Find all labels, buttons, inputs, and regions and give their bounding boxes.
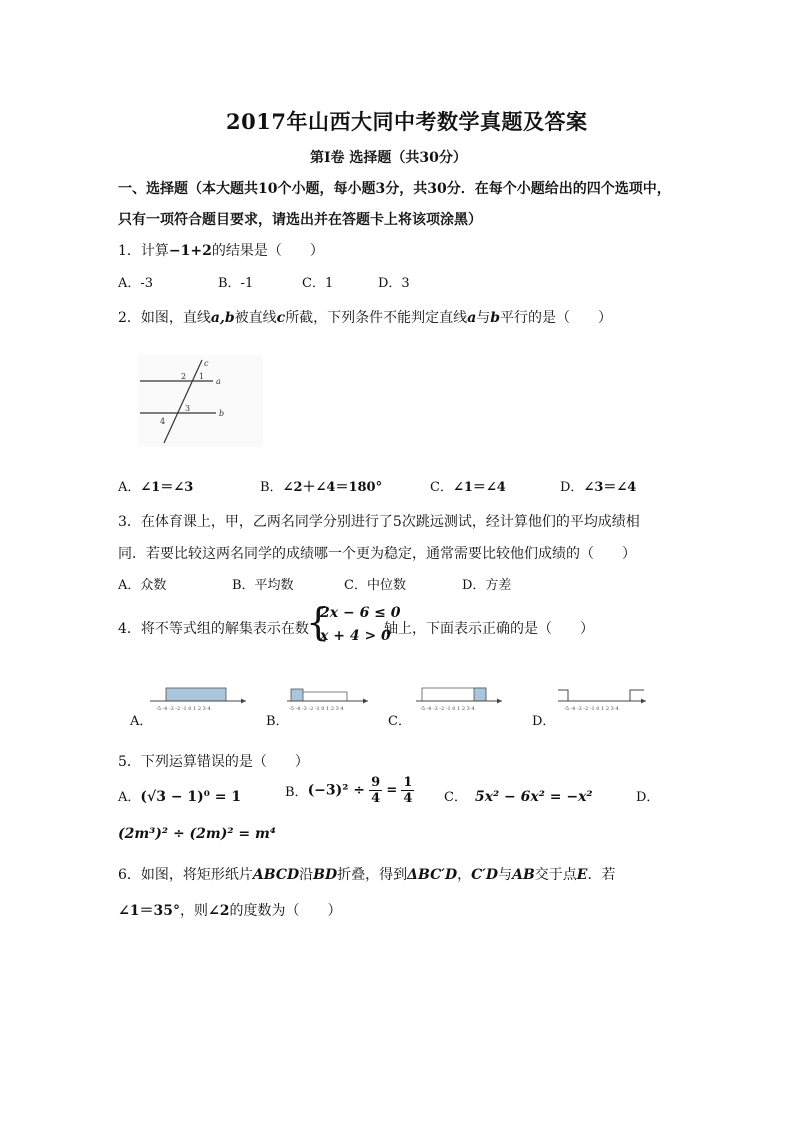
q4-option-a: A． (130, 714, 153, 729)
q2-prefix: 2．如图，直线 (118, 310, 211, 326)
q5-option-b-letter: B． (285, 785, 308, 800)
q6-text-2: 折叠，得到 (337, 867, 408, 883)
question-2 (118, 307, 612, 327)
q2-option-c-expr: ∠1＝∠4 (452, 480, 506, 495)
q2-text-3: 与 (476, 310, 491, 326)
q2-option-b-expr: ∠2＋∠4＝180° (282, 480, 383, 495)
q2-option-c-letter: C． (430, 480, 453, 495)
q1-option-d: D．3 (378, 276, 410, 291)
q2-text-2: 所截，下列条件不能判定直线 (285, 310, 468, 326)
q4-number-line-c (414, 682, 504, 718)
question-1 (118, 240, 324, 260)
q3-option-b: B．平均数 (232, 578, 294, 593)
q6-point-e: E (576, 867, 588, 883)
q4-b-ticks: -5 -4 -3 -2 -1 0 1 2 3 4 (289, 706, 344, 712)
q1-expression: −1+2 (168, 243, 212, 259)
q6-comma: ， (457, 867, 472, 883)
q2-option-d-expr: ∠3＝∠4 (583, 480, 637, 495)
q6-segment-cd: C′D (471, 867, 499, 883)
q2-label-4: 4 (160, 417, 166, 426)
q5-frac2-denominator: 4 (403, 791, 413, 806)
q6-text-4: 交于点 (534, 867, 577, 883)
page-title: 2017年山西大同中考数学真题及答案 (226, 109, 588, 134)
q6-line-bd: BD (313, 867, 338, 883)
q2-label-b: b (219, 409, 225, 418)
q1-suffix: 的结果是（ ） (211, 243, 324, 259)
q4-inequality-1: 2x − 6 ≤ 0 (320, 605, 401, 621)
q5-option-c-expr: 5x² − 6x² = −x² (474, 789, 593, 805)
q2-label-c: c (204, 359, 209, 368)
q5-option-a (118, 786, 241, 805)
q1-option-b: B．-1 (218, 276, 254, 291)
q2-label-2: 2 (181, 372, 187, 381)
q5-option-b-left: (−3)² ÷ (307, 782, 366, 799)
q5-option-b (285, 775, 414, 806)
q2-option-a (118, 476, 193, 495)
q2-parallel-lines-figure (138, 355, 263, 447)
q4-prefix: 4．将不等式组的解集表示在数 (118, 621, 309, 637)
q6-angle-1: ∠1＝35° (118, 903, 180, 919)
q5-fraction-one-fourth (401, 775, 414, 806)
q4-option-c: C． (388, 714, 411, 729)
section-subtitle: 第Ⅰ卷 选择题（共30分） (310, 150, 467, 166)
q4-number-line-b (285, 682, 370, 718)
q5-option-a-letter: A． (118, 790, 141, 805)
q6-rect-abcd: ABCD (252, 867, 300, 883)
q2-option-c (430, 476, 506, 495)
q2-label-a: a (216, 377, 221, 386)
q5-option-a-expr: (√3 − 1)⁰ = 1 (140, 789, 242, 805)
q5-option-c-letter: C． (444, 790, 467, 805)
q4-option-d: D． (532, 714, 556, 729)
q5-option-c (444, 786, 593, 805)
q2-suffix: 平行的是（ ） (500, 310, 613, 326)
q4-number-line-a (148, 680, 248, 716)
q2-label-3: 3 (185, 404, 191, 413)
q2-line-a: a (467, 310, 477, 326)
q1-option-c: C．1 (302, 276, 334, 291)
q3-option-c: C．中位数 (344, 578, 406, 593)
q6-text-1: 沿 (299, 867, 314, 883)
q4-system-brace: { (306, 600, 331, 644)
q6-triangle: ΔBC′D (407, 867, 458, 883)
q2-option-a-expr: ∠1＝∠3 (140, 480, 194, 495)
q6-angle-2: ∠2 (207, 903, 230, 919)
q2-line-c: c (276, 310, 286, 326)
q2-text-1: 被直线 (234, 310, 277, 326)
section-instructions-line1: 一、选择题（本大题共10个小题，每小题3分，共30分．在每个小题给出的四个选项中， (118, 181, 671, 197)
q2-option-a-letter: A． (118, 480, 141, 495)
q3-option-a: A．众数 (118, 578, 167, 593)
q6-suffix: ．若 (587, 867, 616, 883)
q6-end: 的度数为（ ） (229, 903, 342, 919)
q4-suffix: 轴上，下面表示正确的是（ ） (384, 621, 594, 637)
q4-option-b: B． (266, 714, 289, 729)
q2-option-d-letter: D． (560, 480, 584, 495)
q6-segment-ab: AB (512, 867, 535, 883)
q6-prefix: 6．如图，将矩形纸片 (118, 867, 253, 883)
q5-frac2-numerator: 1 (403, 775, 413, 790)
q2-lines-ab: a,b (210, 310, 235, 326)
q2-option-b (260, 476, 382, 495)
q5-fraction-nine-fourths (369, 775, 382, 806)
question-6-line2 (118, 900, 341, 920)
q5-frac1-numerator: 9 (371, 775, 381, 790)
q4-number-line-d (556, 682, 648, 718)
q4-d-ticks: -5 -4 -3 -2 -1 0 1 2 3 4 (564, 706, 619, 712)
question-3-line2: 同．若要比较这两名同学的成绩哪一个更为稳定，通常需要比较他们成绩的（ ） (118, 546, 636, 562)
q2-label-1: 1 (199, 372, 205, 381)
question-3-line1: 3．在体育课上，甲，乙两名同学分别进行了5次跳远测试，经计算他们的平均成绩相 (118, 514, 640, 530)
q6-text-3: 与 (498, 867, 513, 883)
q5-frac1-denominator: 4 (371, 791, 381, 806)
q2-option-b-letter: B． (260, 480, 283, 495)
q6-text-5: ，则 (179, 903, 208, 919)
section-instructions-line2: 只有一项符合题目要求，请选出并在答题卡上将该项涂黑） (118, 212, 482, 228)
q4-c-ticks: -5 -4 -3 -2 -1 0 1 2 3 4 (420, 706, 475, 712)
q3-option-d: D．方差 (462, 578, 512, 593)
q5-option-d-letter: D． (636, 790, 660, 805)
q2-option-d (560, 476, 636, 495)
question-5: 5．下列运算错误的是（ ） (118, 754, 309, 770)
q5-option-d-expr: (2m³)² ÷ (2m)² = m⁴ (118, 826, 276, 842)
question-6-line1 (118, 864, 615, 884)
q1-prefix: 1．计算 (118, 243, 169, 259)
q4-a-ticks: -5 -4 -3 -2 -1 0 1 2 3 4 (156, 706, 211, 712)
q2-line-b: b (490, 310, 501, 326)
q5-option-b-equals: = (386, 783, 398, 798)
q1-option-a: A．-3 (118, 276, 154, 291)
q4-inequality-2: x + 4 > 0 (320, 628, 391, 644)
